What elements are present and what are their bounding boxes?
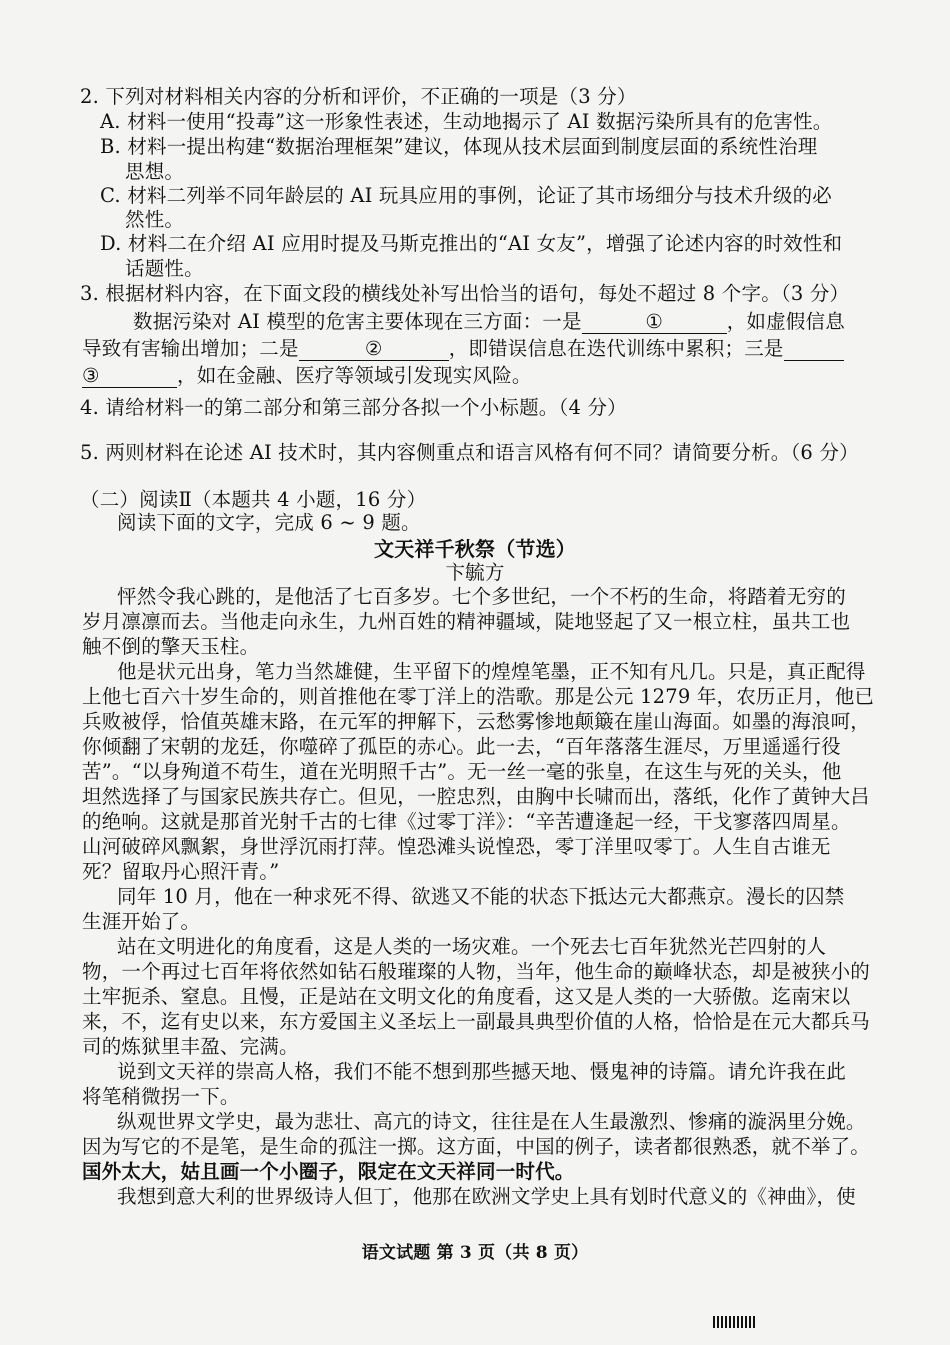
- passage-line: 因为写它的不是笔，是生命的孤注一掷。这方面，中国的例子，读者都很熟悉，就不举了。: [82, 1135, 871, 1158]
- passage-line: 触不倒的擎天玉柱。: [82, 635, 260, 658]
- passage-line: 兵败被俘，恰值英雄末路，在元军的押解下，云愁雾惨地颠簸在崖山海面。如墨的海浪呵，: [82, 710, 871, 733]
- passage-line: 他是状元出身，笔力当然雄健，生平留下的煌煌笔墨，正不知有凡几。只是，真正配得: [117, 660, 866, 683]
- q3-stem: 3. 根据材料内容，在下面文段的横线处补写出恰当的语句，每处不超过 8 个字。（3 分）: [80, 282, 850, 305]
- answer-blank-3[interactable]: ③: [82, 365, 177, 388]
- passage-line: 来，不，迄有史以来，东方爱国主义圣坛上一副最具典型价值的人格，恰恰是在元大都兵马: [82, 1010, 871, 1033]
- passage-line: 坦然选择了与国家民族共存亡。但见，一腔忠烈，由胸中长啸而出，落纸，化作了黄钟大吕: [82, 785, 871, 808]
- answer-blank-1[interactable]: ①: [582, 311, 727, 334]
- passage-line: 同年 10 月，他在一种求死不得、欲逃又不能的状态下抵达元大都燕京。漫长的囚禁: [117, 885, 845, 908]
- passage-line: 土牢扼杀、窒息。且慢，正是站在文明文化的角度看，这又是人类的一大骄傲。迄南宋以: [82, 985, 851, 1008]
- passage-line: 山河破碎风飘絮，身世浮沉雨打萍。惶恐滩头说惶恐，零丁洋里叹零丁。人生自古谁无: [82, 835, 831, 858]
- passage-line: 我想到意大利的世界级诗人但丁，他那在欧洲文学史上具有划时代意义的《神曲》，使: [117, 1185, 856, 1208]
- passage-line: 说到文天祥的崇高人格，我们不能不想到那些撼天地、慑鬼神的诗篇。请允许我在此: [117, 1060, 846, 1083]
- q2-stem: 2. 下列对材料相关内容的分析和评价，不正确的一项是（3 分）: [80, 85, 637, 108]
- q2-option-c-line1: C. 材料二列举不同年龄层的 AI 玩具应用的事例，论证了其市场细分与技术升级的必: [100, 184, 833, 207]
- answer-blank-3-line[interactable]: [784, 338, 844, 361]
- q2-option-b-line1: B. 材料一提出构建“数据治理框架”建议，体现从技术层面到制度层面的系统性治理: [100, 135, 818, 158]
- passage-line: 死？留取丹心照汗青。”: [82, 860, 280, 883]
- passage-line: 生涯开始了。: [82, 910, 201, 933]
- section-heading: （二）阅读Ⅱ（本题共 4 小题，16 分）: [80, 488, 427, 511]
- q2-option-b-line2: 思想。: [125, 160, 185, 183]
- page-footer: 语文试题 第 3 页（共 8 页）: [361, 1243, 589, 1263]
- passage-line: 上他七百六十岁生命的，则首推他在零丁洋上的浩歌。那是公元 1279 年，农历正月，他已: [82, 685, 875, 708]
- q4-stem: 4. 请给材料一的第二部分和第三部分各拟一个小标题。（4 分）: [80, 396, 627, 419]
- q2-option-d-line1: D. 材料二在介绍 AI 应用时提及马斯克推出的“AI 女友”，增强了论述内容的时效性和: [100, 232, 843, 255]
- q3-passage-line3: ③ ，如在金融、医疗等领域引发现实风险。: [82, 364, 532, 387]
- passage-line: 司的炼狱里丰盈、完满。: [82, 1035, 299, 1058]
- passage-line: 将笔稍微拐一下。: [82, 1085, 240, 1108]
- q2-option-a: A. 材料一使用“投毒”这一形象性表述，生动地揭示了 AI 数据污染所具有的危害性。: [100, 110, 833, 133]
- passage-line: 的绝响。这就是那首光射千古的七律《过零丁洋》：“辛苦遭逢起一经，干戈寥落四周星。: [82, 810, 851, 833]
- qr-code-icon: [713, 1316, 755, 1328]
- passage-title: 文天祥千秋祭（节选）: [374, 537, 576, 561]
- passage-line: 国外太大，姑且画一个小圈子，限定在文天祥同一时代。: [82, 1160, 575, 1183]
- section-instruction: 阅读下面的文字，完成 6 ~ 9 题。: [117, 511, 421, 534]
- passage-line: 你倾翻了宋朝的龙廷，你噬碎了孤臣的赤心。此一去，“百年落落生涯尽，万里遥遥行役: [82, 735, 841, 758]
- passage-line: 物，一个再过七百年将依然如钻石般璀璨的人物，当年，他生命的巅峰状态，却是被狭小的: [82, 960, 871, 983]
- passage-line: 站在文明进化的角度看，这是人类的一场灾难。一个死去七百年犹然光芒四射的人: [117, 935, 827, 958]
- q3-passage-line1: 数据污染对 AI 模型的危害主要体现在三方面：一是 ① ，如虚假信息: [133, 310, 845, 333]
- q5-stem: 5. 两则材料在论述 AI 技术时，其内容侧重点和语言风格有何不同？请简要分析。（6 分）: [80, 441, 859, 464]
- passage-author: 卞毓方: [445, 561, 505, 584]
- passage-line: 岁月凛凛而去。当他走向永生，九州百姓的精神疆域，陡地竖起了又一根立柱，虽共工也: [82, 610, 851, 633]
- passage-line: 纵观世界文学史，最为悲壮、高亢的诗文，往往是在人生最激烈、惨痛的漩涡里分娩。: [117, 1110, 866, 1133]
- answer-blank-2[interactable]: ②: [299, 338, 449, 361]
- passage-line: 苦”。“以身殉道不苟生，道在光明照千古”。无一丝一毫的张皇，在这生与死的关头，他: [82, 760, 842, 783]
- q2-option-c-line2: 然性。: [125, 208, 185, 231]
- passage-line: 怦然令我心跳的，是他活了七百多岁。七个多世纪，一个不朽的生命，将踏着无穷的: [117, 585, 846, 608]
- q3-passage-line2: 导致有害输出增加；二是 ② ，即错误信息在迭代训练中累积；三是: [82, 336, 844, 362]
- q2-option-d-line2: 话题性。: [125, 257, 204, 280]
